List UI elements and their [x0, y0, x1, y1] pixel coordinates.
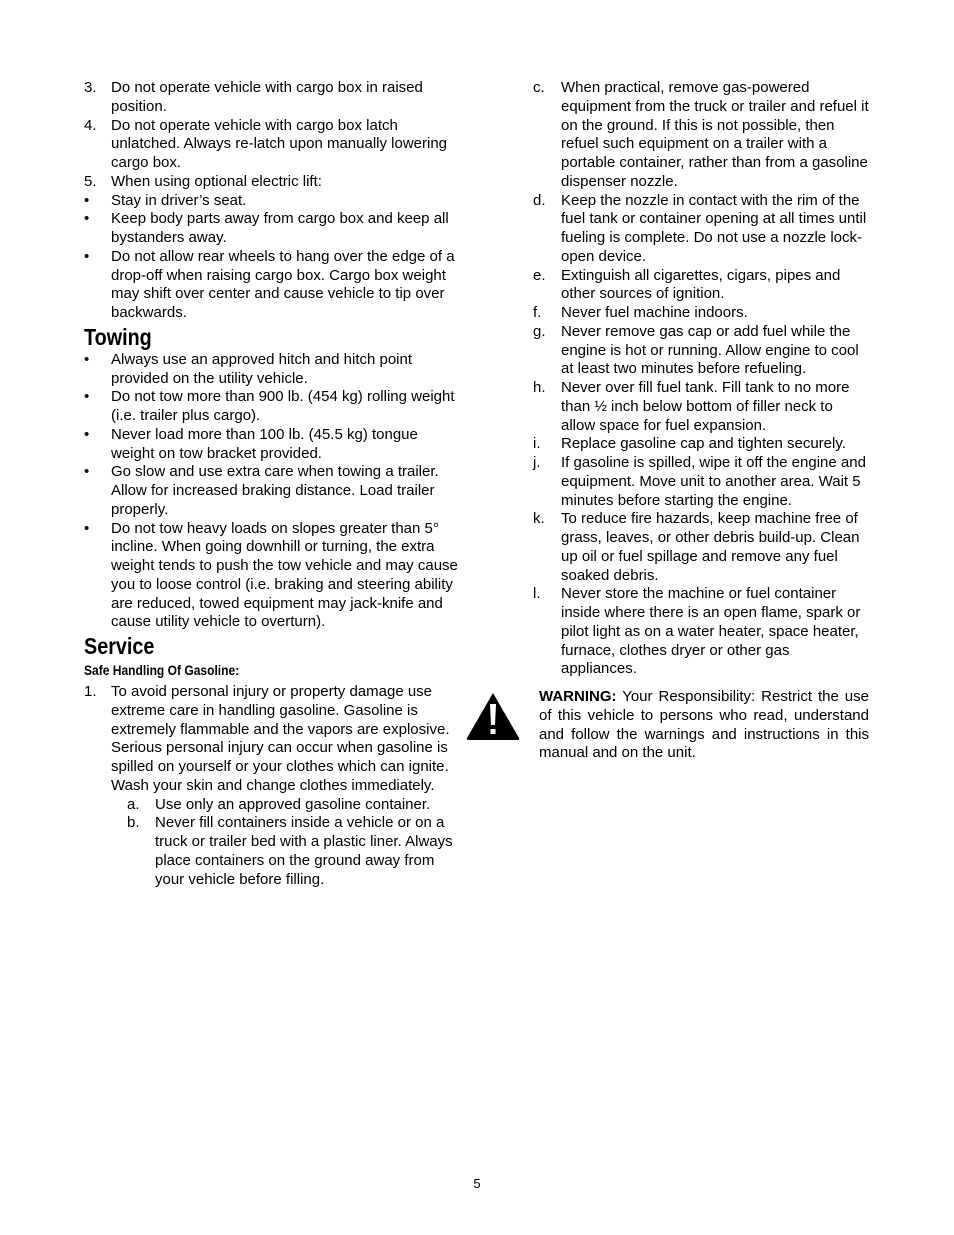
- bullet-marker: •: [84, 388, 90, 406]
- bullet-marker: •: [84, 350, 90, 368]
- list-item: [84, 683, 462, 796]
- bullet-marker: •: [84, 210, 90, 228]
- list-item-text: When using optional electric lift:: [111, 172, 322, 190]
- list-item: [533, 192, 869, 267]
- list-marker: f.: [533, 304, 542, 321]
- list-marker: a.: [127, 795, 140, 813]
- list-item: [127, 814, 462, 889]
- towing-heading: Towing: [84, 323, 152, 350]
- list-item-text: Go slow and use extra care when towing a trailer. Allow for increased braking distance. Load trailer properly.: [111, 463, 439, 518]
- list-item-text: Do not tow more than 900 lb. (454 kg) rolling weight (i.e. trailer plus cargo).: [111, 388, 455, 424]
- list-item-text: Never fill containers inside a vehicle or on a truck or trailer bed with a plastic liner. Always place containers on the ground away from your vehicle before filling.: [155, 814, 453, 888]
- list-item-text: Replace gasoline cap and tighten securely.: [561, 435, 846, 453]
- list-item-text: Do not tow heavy loads on slopes greater than 5° incline. When going downhill or turning, the extra weight tends to push the tow vehicle and may cause you to loose control (i.e. braking and steering ability are reduced, towed equipment may jack-knife and cause utility vehicle to overturn).: [111, 519, 458, 631]
- list-item-text: To reduce fire hazards, keep machine free of grass, leaves, or other debris build-up. Clean up oil or fuel spillage and remove any fuel soaked debris.: [561, 510, 860, 584]
- list-item-text: Do not operate vehicle with cargo box in raised position.: [111, 79, 423, 115]
- bullet-marker: •: [84, 519, 90, 537]
- list-item: [533, 454, 869, 510]
- list-item: [84, 463, 462, 519]
- list-item: [533, 435, 869, 454]
- bullet-marker: •: [84, 191, 90, 209]
- list-marker: i.: [533, 435, 541, 453]
- list-item: [84, 248, 462, 323]
- list-item: [533, 510, 869, 585]
- bullet-marker: •: [84, 425, 90, 443]
- list-marker: 1.: [84, 683, 97, 700]
- list-item: [84, 520, 462, 633]
- list-marker: e.: [533, 266, 546, 284]
- list-item-text: To avoid personal injury or property damage use extreme care in handling gasoline. Gasoline is extremely flammable and the vapors are explosive. Serious personal injury can occur when gasoline is spilled on yourself or your clothes which can ignite. Wash your skin and change clothes immediately.: [111, 683, 450, 794]
- list-marker: k.: [533, 510, 545, 528]
- list-item: [84, 351, 462, 389]
- warning-label: WARNING:: [539, 688, 617, 705]
- left-column: [84, 79, 462, 889]
- list-marker: g.: [533, 322, 546, 340]
- list-item-text: When practical, remove gas-powered equipment from the truck or trailer and refuel it on the ground. If this is not possible, then refuel such equipment on a trailer with a portable container, rather than from a gasoline dispenser nozzle.: [561, 79, 869, 190]
- list-item-text: If gasoline is spilled, wipe it off the engine and equipment. Move unit to another area. Wait 5 minutes before starting the engine.: [561, 454, 866, 509]
- sub-list: [84, 796, 462, 890]
- list-marker: j.: [533, 454, 541, 471]
- list-item-text: Stay in driver’s seat.: [111, 191, 247, 209]
- list-item-text: Never over fill fuel tank. Fill tank to no more than ½ inch below bottom of filler neck to allow space for fuel expansion.: [561, 379, 850, 434]
- list-marker: d.: [533, 191, 546, 209]
- warning-block: [533, 688, 869, 763]
- list-item-text: Never store the machine or fuel container inside where there is an open flame, spark or pilot light as on a water heater, space heater, furnace, clothes dryer or other gas appliances.: [561, 585, 861, 678]
- list-item-text: Keep the nozzle in contact with the rim of the fuel tank or container opening at all times until fueling is complete. Do not use a nozzle lock-open device.: [561, 191, 867, 265]
- list-item: [127, 796, 462, 815]
- list-item: [533, 379, 869, 435]
- list-item-text: Never load more than 100 lb. (45.5 kg) tongue weight on tow bracket provided.: [111, 425, 418, 462]
- list-item: [533, 323, 869, 379]
- list-item: [84, 117, 462, 173]
- bullet-marker: •: [84, 247, 90, 265]
- list-item: [84, 210, 462, 248]
- list-item-text: Do not operate vehicle with cargo box latch unlatched. Always re-latch upon manually lowering cargo box.: [111, 116, 448, 171]
- list-item: [84, 79, 462, 117]
- list-item-text: Do not allow rear wheels to hang over the edge of a drop-off when raising cargo box. Cargo box weight may shift over center and cause vehicle to tip over backwards.: [111, 247, 455, 321]
- service-heading: Service: [84, 633, 155, 659]
- list-item: [84, 426, 462, 464]
- list-marker: 4.: [84, 116, 97, 134]
- list-marker: h.: [533, 379, 546, 396]
- list-item: [533, 304, 869, 323]
- list-marker: c.: [533, 79, 545, 96]
- towing-list: [84, 351, 462, 632]
- list-item-text: Never fuel machine indoors.: [561, 304, 748, 321]
- list-item-text: Keep body parts away from cargo box and keep all bystanders away.: [111, 210, 449, 246]
- list-item: [533, 585, 869, 679]
- service-list: [84, 683, 462, 889]
- cargo-box-list: [84, 79, 462, 323]
- list-marker: 5.: [84, 172, 97, 190]
- list-marker: 3.: [84, 79, 97, 96]
- list-item-text: Extinguish all cigarettes, cigars, pipes and other sources of ignition.: [561, 266, 841, 303]
- list-item-text: Use only an approved gasoline container.: [155, 795, 431, 813]
- list-item: [533, 79, 869, 192]
- list-item-text: Always use an approved hitch and hitch point provided on the utility vehicle.: [111, 350, 413, 387]
- safe-handling-subheading: Safe Handling Of Gasoline:: [84, 662, 240, 678]
- warning-body: Your Responsibility: Restrict the use of this vehicle to persons who read, understand and follow the warnings and instructions in this manual and on the unit.: [539, 688, 869, 762]
- list-item: [84, 388, 462, 426]
- page-number: 5: [473, 1176, 481, 1191]
- list-marker: b.: [127, 814, 140, 832]
- bullet-marker: •: [84, 463, 90, 481]
- warning-triangle-icon: [489, 688, 521, 763]
- right-column: [533, 79, 869, 763]
- list-item: [533, 267, 869, 305]
- list-item: [84, 192, 462, 211]
- list-marker: l.: [533, 585, 541, 603]
- gasoline-list: [533, 79, 869, 679]
- list-item-text: Never remove gas cap or add fuel while the engine is hot or running. Allow engine to cool at least two minutes before refueling.: [561, 322, 859, 378]
- warning-text: [539, 688, 869, 763]
- list-item: [84, 173, 462, 192]
